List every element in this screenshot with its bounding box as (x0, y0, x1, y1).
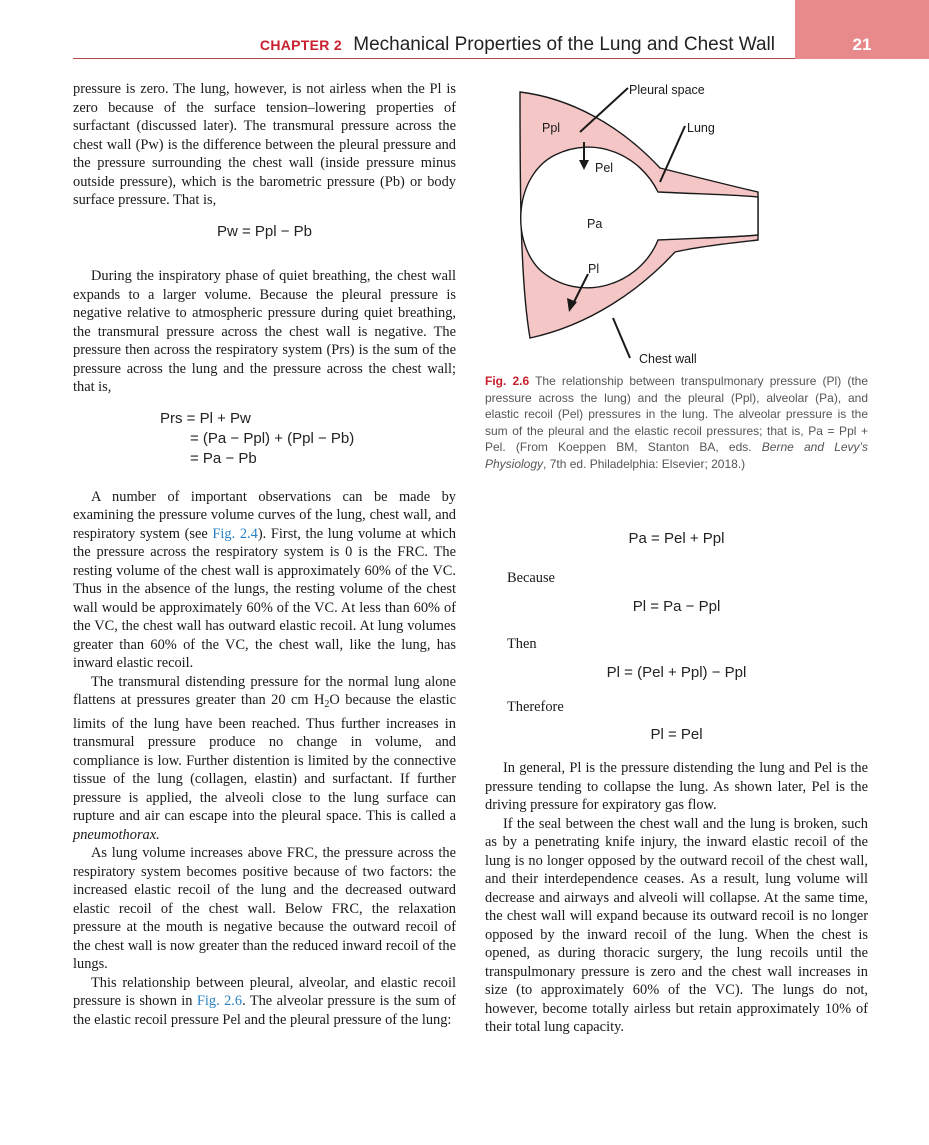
page-number: 21 (852, 35, 872, 54)
label-pel: Pel (595, 161, 614, 175)
paragraph: In general, Pl is the pressure distending the lung and Pel is the pressure tending to collapse the lung. As shown later, Pel is the driving pressure for expiratory gas flow. (485, 760, 868, 813)
paragraph: A number of important observations can be made by examining the pressure volume curves of the lung, chest wall, and respiratory system (see Fig. 2.4). First, the lung volume at which the pressure across the respiratory system is 0 is the FRC. The resting volume of the chest wall is approximately 60% of the VC. Thus in the absence of the lungs, the resting volume of the chest wall would be approximately 60% of the VC. At less than 60% of the VC, the chest wall has outward elastic recoil. At lung volumes greater than 60% of the VC, the chest wall, like the lung, has inward elastic recoil. (73, 488, 456, 671)
term-pneumothorax: pneumothorax. (73, 826, 160, 843)
paragraph: During the inspiratory phase of quiet breathing, the chest wall expands to a larger volume. Because the pleural pressure is negative relative to atmospheric pressure during quiet breathing, the transmural pressure across the chest wall is negative. The pressure then across the respiratory system (Prs) is the sum of the pressure across the lung and the pressure across the chest wall; that is, (73, 268, 456, 395)
equation-pl-2: Pl = (Pel + Ppl) − Ppl (606, 664, 747, 681)
equation-line: = (Pa − Ppl) + (Ppl − Pb) (190, 429, 355, 447)
paragraph: As lung volume increases above FRC, the pressure across the respiratory system becomes positive because of two factors: the increased elastic recoil of the lung and the decreased outward elastic recoil of the chest wall. Below FRC, the relaxation pressure at the mouth is negative because the outward recoil of the chest wall is now greater than the reduced inward recoil of the lungs. (73, 845, 456, 972)
connector-therefore: Therefore (507, 699, 564, 715)
right-column (485, 759, 868, 1037)
left-column (73, 80, 456, 1029)
equation-pl-1: Pl = Pa − Ppl (632, 598, 721, 615)
label-lung: Lung (687, 121, 715, 135)
chest-wall-leader (613, 318, 630, 358)
chapter-label: CHAPTER 2 (259, 37, 342, 53)
label-chest-wall: Chest wall (639, 352, 697, 366)
label-pleural-space: Pleural space (629, 83, 705, 97)
equation-line: Prs = Pl + Pw (160, 409, 251, 427)
equation-line: = Pa − Pb (190, 449, 257, 467)
page-number-tab (795, 0, 929, 59)
label-ppl: Ppl (542, 121, 561, 135)
connector-because: Because (507, 570, 555, 586)
connector-then: Then (507, 636, 537, 652)
paragraph: If the seal between the chest wall and the lung is broken, such as by a penetrating knife injury, the inward elastic recoil of the lung is no longer opposed by the outward recoil of the chest wall, and their interdependence ceases. As a result, lung volume will decrease and airways and alveoli will collapse. At the same time, the chest wall will expand because its outward recoil is no longer opposed by the inward recoil of the lung. When the chest is opened, as during thoracic surgery, the lung recoils until the transpulmonary pressure is zero and the chest wall increases in size (to approximately 60% of the VC). The lungs do not, however, become totally airless but retain approximately 10% of their total lung capacity. (485, 815, 868, 1035)
figure-caption: Fig. 2.6 The relationship between transpulmonary pressure (Pl) (the pressure across the lung) and the pleural (Ppl), alveolar (Pa), and elastic recoil (Pel) pressures in the lung. The alveolar pressure is the sum of the pleural and the elastic recoil pressures; that is, Pa = Ppl + Pel. (From Koeppen BM, Stanton BA, eds. Berne and Levy’s Physiology, 7th ed. Philadelphia: Elsevier; 2018.) (485, 374, 869, 471)
running-header (0, 34, 775, 56)
lung-pressure-figure (500, 80, 760, 380)
figure-link[interactable]: Fig. 2.4 (212, 525, 258, 542)
chapter-title: Mechanical Properties of the Lung and Chest Wall (353, 34, 775, 55)
paragraph: This relationship between pleural, alveolar, and elastic recoil pressure is shown in Fig. 2.6. The alveolar pressure is the sum of the elastic recoil pressure Pel and the pleural pressure of the lung: (73, 974, 457, 1028)
equation-pl-3: Pl = Pel (650, 726, 703, 743)
paragraph: pressure is zero. The lung, however, is not airless when the Pl is zero because of the surface tension–lowering properties of surfactant (discussed later). The transmural pressure across the chest wall (Pw) is the difference between the pleural pressure and the pressure surrounding the chest wall (inside pressure minus outside pressure), which is the barometric pressure (Pb) or body surface pressure. That is, (73, 81, 456, 208)
equation-prs (73, 410, 456, 472)
caption-title: Fig. 2.6 (485, 374, 530, 388)
equation-pa: Pa = Pel + Ppl (628, 530, 725, 547)
header-rule (73, 58, 795, 59)
lung-region (521, 147, 758, 288)
label-pa: Pa (587, 217, 603, 231)
equation-pw: Pw = Ppl − Pb (216, 222, 313, 240)
paragraph: The transmural distending pressure for the normal lung alone flattens at pressures greater than 20 cm $H_2O$ because the elastic limits of the lung have been reached. Thus further increases in transmural pressure produce no change in volume, and compliance is low. Further distention is limited by the connective tissue of the lung (collagen, elastin) and surfactant. If further pressure is applied, the alveoli close to the lung surface can rupture and air can escape into the pleural space. This is called a pneumothorax. (73, 673, 456, 843)
label-pl: Pl (588, 262, 600, 276)
figure-link[interactable]: Fig. 2.6 (196, 993, 243, 1009)
